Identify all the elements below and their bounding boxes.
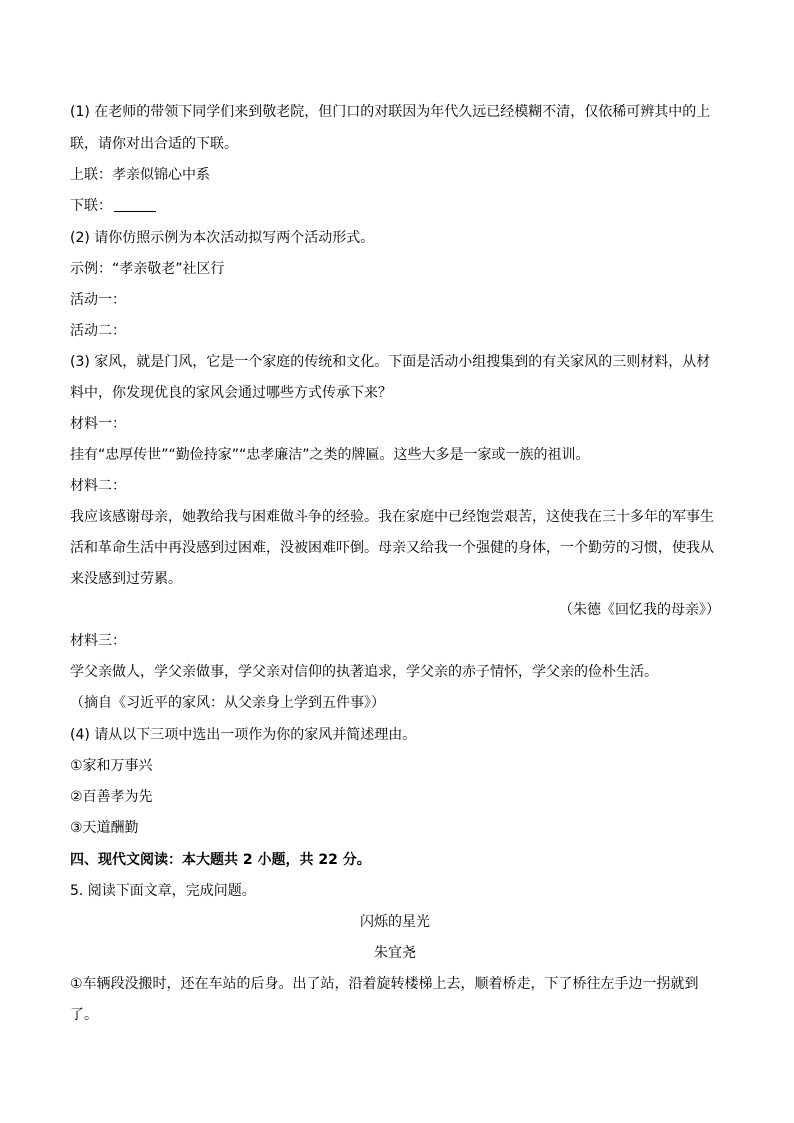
material-2-line-3: 来没感到过劳累。	[70, 571, 182, 587]
q4-option-3: ③天道酬勤	[70, 820, 139, 836]
material-2-label: 材料二：	[70, 478, 126, 494]
q1-line-2: 联，请你对出合适的下联。	[70, 136, 238, 152]
article-author: 朱宜尧	[374, 945, 416, 961]
q1-lower-label: 下联：	[70, 198, 112, 214]
material-1-text: 挂有“忠厚传世”“勤俭持家”“忠孝廉洁”之类的牌匾。这些大多是一家或一族的祖训。	[70, 447, 590, 463]
q4-prompt: (4) 请从以下三项中选出一项作为你的家风并简述理由。	[70, 727, 417, 743]
q4-option-1: ①家和万事兴	[70, 758, 153, 774]
material-3-label: 材料三：	[70, 633, 126, 649]
q3-line-1: (3) 家风，就是门风，它是一个家庭的传统和文化。下面是活动小组搜集到的有关家风的三则材料，从材	[70, 354, 711, 370]
material-2-line-2: 活和革命生活中再没感到过困难，没被困难吓倒。母亲又给我一个强健的身体，一个勤劳的习惯，使我从	[70, 540, 714, 556]
q3-line-2: 料中，你发现优良的家风会通过哪些方式传承下来？	[70, 385, 392, 401]
article-title: 闪烁的星光	[360, 914, 430, 930]
q2-prompt: (2) 请你仿照示例为本次活动拟写两个活动形式。	[70, 230, 375, 246]
material-3-source: （摘自《习近平的家风：从父亲身上学到五件事》）	[70, 695, 385, 711]
q2-example: 示例：“孝亲敬老”社区行	[70, 261, 225, 277]
q2-activity-1: 活动一：	[70, 292, 126, 308]
answer-blank	[114, 197, 156, 212]
q1-upper-couplet: 上联：孝亲似锦心中系	[70, 167, 210, 183]
q4-option-2: ②百善孝为先	[70, 789, 153, 805]
material-3-text: 学父亲做人，学父亲做事，学父亲对信仰的执著追求，学父亲的赤子情怀，学父亲的俭朴生活。	[70, 664, 658, 680]
material-2-source: （朱德《回忆我的母亲》）	[559, 602, 720, 618]
material-2-line-1: 我应该感谢母亲，她教给我与困难做斗争的经验。我在家庭中已经饱尝艰苦，这使我在三十多年的军事生	[70, 509, 714, 525]
article-paragraph-1-line-1: ①车辆段没搬时，还在车站的后身。出了站，沿着旋转楼梯上去，顺着桥走，下了桥往左手边一拐就到	[70, 976, 699, 992]
q1-lower-couplet	[70, 196, 720, 216]
q5-prompt: 5. 阅读下面文章，完成问题。	[70, 883, 256, 899]
material-1-label: 材料一：	[70, 416, 126, 432]
q2-activity-2: 活动二：	[70, 323, 126, 339]
q1-line-1: (1) 在老师的带领下同学们来到敬老院，但门口的对联因为年代久远已经模糊不清，仅依稀可辨其中的上	[70, 104, 711, 120]
document-page	[70, 0, 720, 1123]
section-heading: 四、现代文阅读：本大题共 2 小题，共 22 分。	[70, 852, 371, 868]
article-paragraph-1-line-2: 了。	[70, 1007, 98, 1023]
